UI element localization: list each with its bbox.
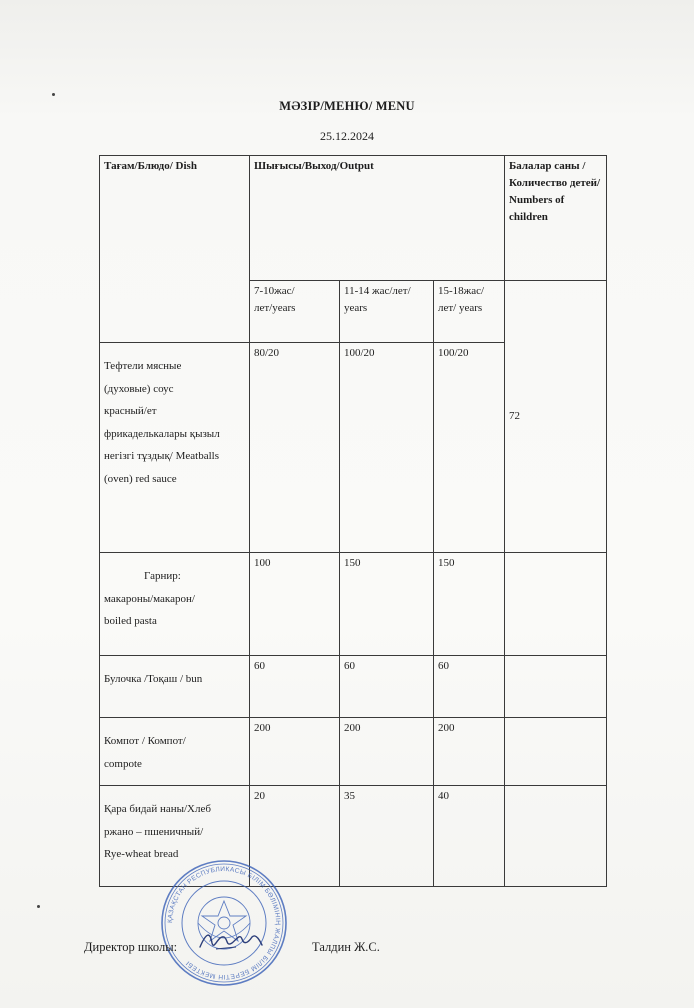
school-seal-stamp bbox=[150, 858, 298, 988]
empty-cell bbox=[505, 553, 607, 656]
table-row bbox=[100, 718, 607, 786]
table-header-row bbox=[100, 156, 607, 281]
page-title: МӘЗІР/МЕНЮ/ MENU bbox=[279, 99, 415, 113]
director-signature bbox=[196, 925, 266, 955]
age-group-11-14: 11-14 жас/лет/ years bbox=[340, 281, 434, 343]
empty-cell bbox=[505, 718, 607, 786]
empty-cell bbox=[505, 656, 607, 718]
dish-cell: Компот / Компот/ compote bbox=[100, 718, 250, 786]
children-count: 72 bbox=[505, 281, 607, 553]
value-cell: 100/20 bbox=[434, 343, 505, 553]
value-cell: 60 bbox=[340, 656, 434, 718]
dish-column-header: Тағам/Блюдо/ Dish bbox=[100, 156, 250, 343]
age-group-15-18: 15-18жас/лет/ years bbox=[434, 281, 505, 343]
value-cell: 200 bbox=[434, 718, 505, 786]
dish-cell: Гарнир: макароны/макарон/ boiled pasta bbox=[100, 553, 250, 656]
dish-cell: Булочка /Тоқаш / bun bbox=[100, 656, 250, 718]
svg-text:ҚАЗАҚСТАН РЕСПУБЛИКАСЫ БІЛІМ Б bbox=[167, 866, 281, 980]
output-column-header: Шығысы/Выход/Output bbox=[250, 156, 505, 281]
dish-cell: Қара бидай наны/Хлеб ржано – пшеничный/ Rye-wheat bread bbox=[100, 786, 250, 887]
value-cell: 60 bbox=[434, 656, 505, 718]
dish-cell: Тефтели мясные (духовые) соус красный/ет фрикаделькалары қызыл негізгі тұздық/ Meatballs (oven) red sauce bbox=[100, 343, 250, 553]
children-column-header: Балалар саны /Количество детей/ Numbers of children bbox=[505, 156, 607, 281]
value-cell: 100/20 bbox=[340, 343, 434, 553]
speck bbox=[52, 93, 55, 96]
director-label: Директор школы: bbox=[84, 940, 178, 954]
value-cell: 20 bbox=[250, 786, 340, 887]
empty-cell bbox=[505, 786, 607, 887]
value-cell: 150 bbox=[340, 553, 434, 656]
value-cell: 150 bbox=[434, 553, 505, 656]
menu-table bbox=[99, 155, 607, 887]
value-cell: 35 bbox=[340, 786, 434, 887]
value-cell: 100 bbox=[250, 553, 340, 656]
value-cell: 200 bbox=[250, 718, 340, 786]
value-cell: 60 bbox=[250, 656, 340, 718]
stamp-ring-text: ҚАЗАҚСТАН РЕСПУБЛИКАСЫ БІЛІМ БӨЛІМІНІҢ ЖАЛПЫ БІЛІМ БЕРЕТІН МЕКТЕБІ bbox=[166, 865, 282, 981]
table-row bbox=[100, 656, 607, 718]
age-group-7-10: 7-10жас/лет/years bbox=[250, 281, 340, 343]
table-row bbox=[100, 553, 607, 656]
director-name: Талдин Ж.С. bbox=[312, 940, 380, 954]
speck bbox=[37, 905, 40, 908]
page-date: 25.12.2024 bbox=[320, 129, 374, 143]
value-cell: 80/20 bbox=[250, 343, 340, 553]
value-cell: 200 bbox=[340, 718, 434, 786]
value-cell: 40 bbox=[434, 786, 505, 887]
